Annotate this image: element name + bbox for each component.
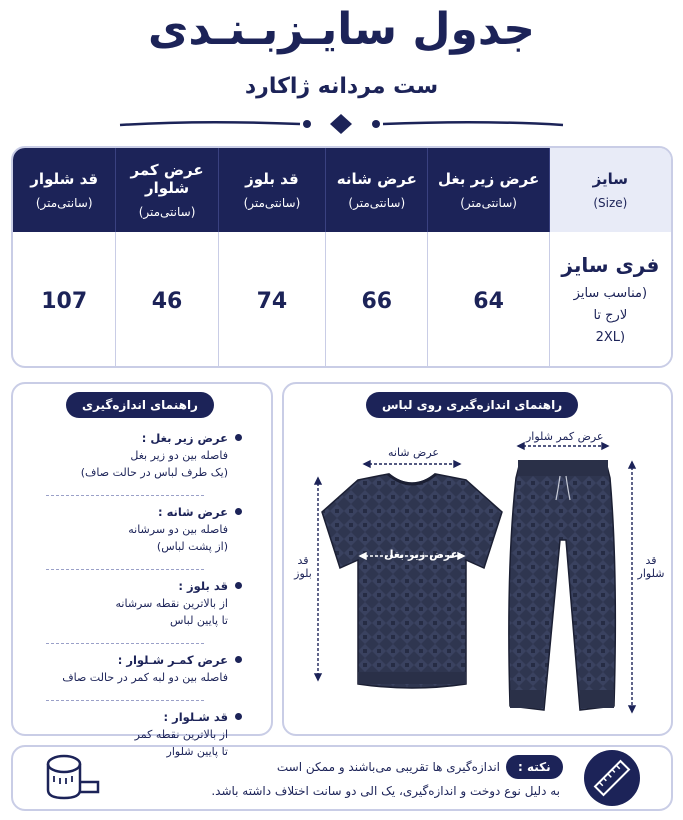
header-shirt-length: قد بلوز (سانتی‌متر) xyxy=(219,148,326,232)
value-chest-width: 64 xyxy=(428,232,549,368)
bullet-icon xyxy=(235,656,242,663)
page-title: جدول سایـزبـنـدی xyxy=(148,4,535,55)
list-item: عرض کمـر شـلوار : فاصله بین دو لبه کمر در حالت صاف xyxy=(26,652,242,690)
garment-illustration xyxy=(288,420,668,730)
bullet-icon xyxy=(235,434,242,441)
guide-list xyxy=(26,430,242,774)
table-header-row xyxy=(13,148,671,232)
value-shoulder-width: 66 xyxy=(326,232,428,368)
garment-guide-title: راهنمای اندازه‌گیری روی لباس xyxy=(366,392,578,418)
divider xyxy=(46,495,204,496)
list-item: عرض زیر بغل : فاصله بین دو زیر بغل (یک طرف لباس در حالت صاف) xyxy=(26,430,242,485)
value-pants-length: 107 xyxy=(13,232,116,368)
bullet-icon xyxy=(235,508,242,515)
measuring-tape-icon xyxy=(42,752,102,806)
shoulder-label: عرض شانه xyxy=(388,446,439,459)
note-box xyxy=(11,745,673,811)
header-waist-width: عرض کمر شلوار (سانتی‌متر) xyxy=(116,148,218,232)
value-waist-width: 46 xyxy=(116,232,218,368)
pants-icon xyxy=(509,460,615,710)
divider xyxy=(46,643,204,644)
table-row xyxy=(13,232,671,368)
note-line-2: به دلیل نوع دوخت و اندازه‌گیری، یک الی دو سانت اختلاف داشته باشد. xyxy=(211,784,560,798)
ruler-icon xyxy=(584,750,640,806)
note-line-1: اندازه‌گیری ها تقریبی می‌باشند و ممکن است xyxy=(276,760,500,774)
waist-label: عرض کمر شلوار xyxy=(526,430,604,443)
divider xyxy=(46,569,204,570)
tshirt-icon xyxy=(322,474,502,688)
divider xyxy=(46,700,204,701)
size-table xyxy=(11,146,673,368)
measurement-guide-title: راهنمای اندازه‌گیری xyxy=(66,392,214,418)
list-item: قد شـلوار : از بالاترین نقطه کمر تا پایین شلوار xyxy=(26,709,242,764)
shirt-length-label: قد بلوز xyxy=(294,554,312,580)
bullet-icon xyxy=(235,582,242,589)
list-item: عرض شانه : فاصله بین دو سرشانه (از پشت لباس) xyxy=(26,504,242,559)
header-pants-length: قد شلوار (سانتی‌متر) xyxy=(13,148,116,232)
diamond-ornament-icon xyxy=(0,112,683,136)
list-item: قد بلوز : از بالاترین نقطه سرشانه تا پایین لباس xyxy=(26,578,242,633)
note-label: نکته : xyxy=(506,755,563,779)
value-shirt-length: 74 xyxy=(219,232,326,368)
header-chest-width: عرض زیر بغل (سانتی‌متر) xyxy=(428,148,549,232)
header-shoulder-width: عرض شانه (سانتی‌متر) xyxy=(326,148,428,232)
pants-length-label: قد شلوار xyxy=(637,554,665,580)
garment-drawing xyxy=(288,420,668,730)
bullet-icon xyxy=(235,713,242,720)
value-size: فری سایز (مناسب سایز لارج تا (2XL xyxy=(550,232,671,368)
chest-label: عرض زیر بغل xyxy=(384,548,459,561)
page-subtitle: ست مردانه ژاکارد xyxy=(244,74,439,99)
header-size: سایز (Size) xyxy=(550,148,671,232)
